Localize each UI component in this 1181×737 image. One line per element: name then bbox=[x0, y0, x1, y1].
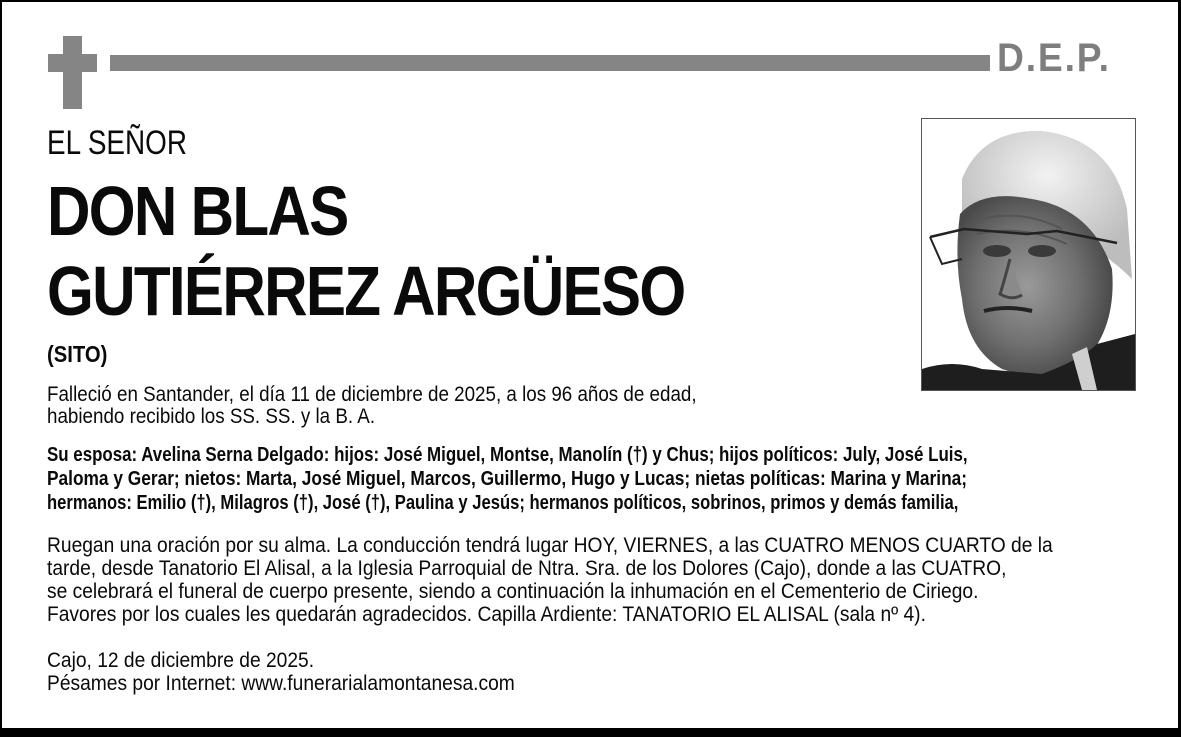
cross-icon bbox=[63, 36, 82, 109]
cross-icon-arm bbox=[48, 54, 97, 72]
dep-label: D.E.P. bbox=[997, 36, 1111, 80]
service-line-4: Favores por los cuales les quedarán agradecidos. Capilla Ardiente: TANATORIO EL ALISAL (sala nº 4). bbox=[47, 603, 926, 626]
service-line-2: tarde, desde Tanatorio El Alisal, a la Iglesia Parroquial de Ntra. Sra. de los Dolores (Cajo), donde a las CUATRO, bbox=[47, 557, 1007, 580]
nickname: (SITO) bbox=[47, 341, 108, 367]
family-line-3: hermanos: Emilio (†), Milagros (†), José (†), Paulina y Jesús; hermanos políticos, sobrinos, primos y demás familia, bbox=[47, 492, 959, 514]
dateline: Cajo, 12 de diciembre de 2025. bbox=[47, 649, 315, 672]
service-line-1: Ruegan una oración por su alma. La conducción tendrá lugar HOY, VIERNES, a las CUATRO MENOS CUARTO de la bbox=[47, 534, 1053, 557]
death-line-2: habiendo recibido los SS. SS. y la B. A. bbox=[47, 405, 376, 428]
deceased-name-line1: DON BLAS bbox=[47, 172, 348, 250]
family-line-1: Su esposa: Avelina Serna Delgado: hijos: José Miguel, Montse, Manolín (†) y Chus; hijos políticos: July, José Luis, bbox=[47, 444, 968, 466]
condolences-website: Pésames por Internet: www.funerarialamontanesa.com bbox=[47, 672, 515, 695]
portrait-photo bbox=[921, 118, 1136, 391]
death-line-1: Falleció en Santander, el día 11 de diciembre de 2025, a los 96 años de edad, bbox=[47, 383, 697, 406]
obituary-card bbox=[2, 2, 1178, 728]
family-line-2: Paloma y Gerar; nietos: Marta, José Miguel, Marcos, Guillermo, Hugo y Lucas; nietas políticas: Marina y Marina; bbox=[47, 468, 968, 490]
service-line-3: se celebrará el funeral de cuerpo presente, siendo a continuación la inhumación en el Cementerio de Ciriego. bbox=[47, 580, 979, 603]
portrait-image bbox=[922, 119, 1135, 390]
honorific: EL SEÑOR bbox=[47, 124, 187, 162]
header-rule bbox=[110, 55, 990, 71]
deceased-name-line2: GUTIÉRREZ ARGÜESO bbox=[47, 252, 685, 330]
